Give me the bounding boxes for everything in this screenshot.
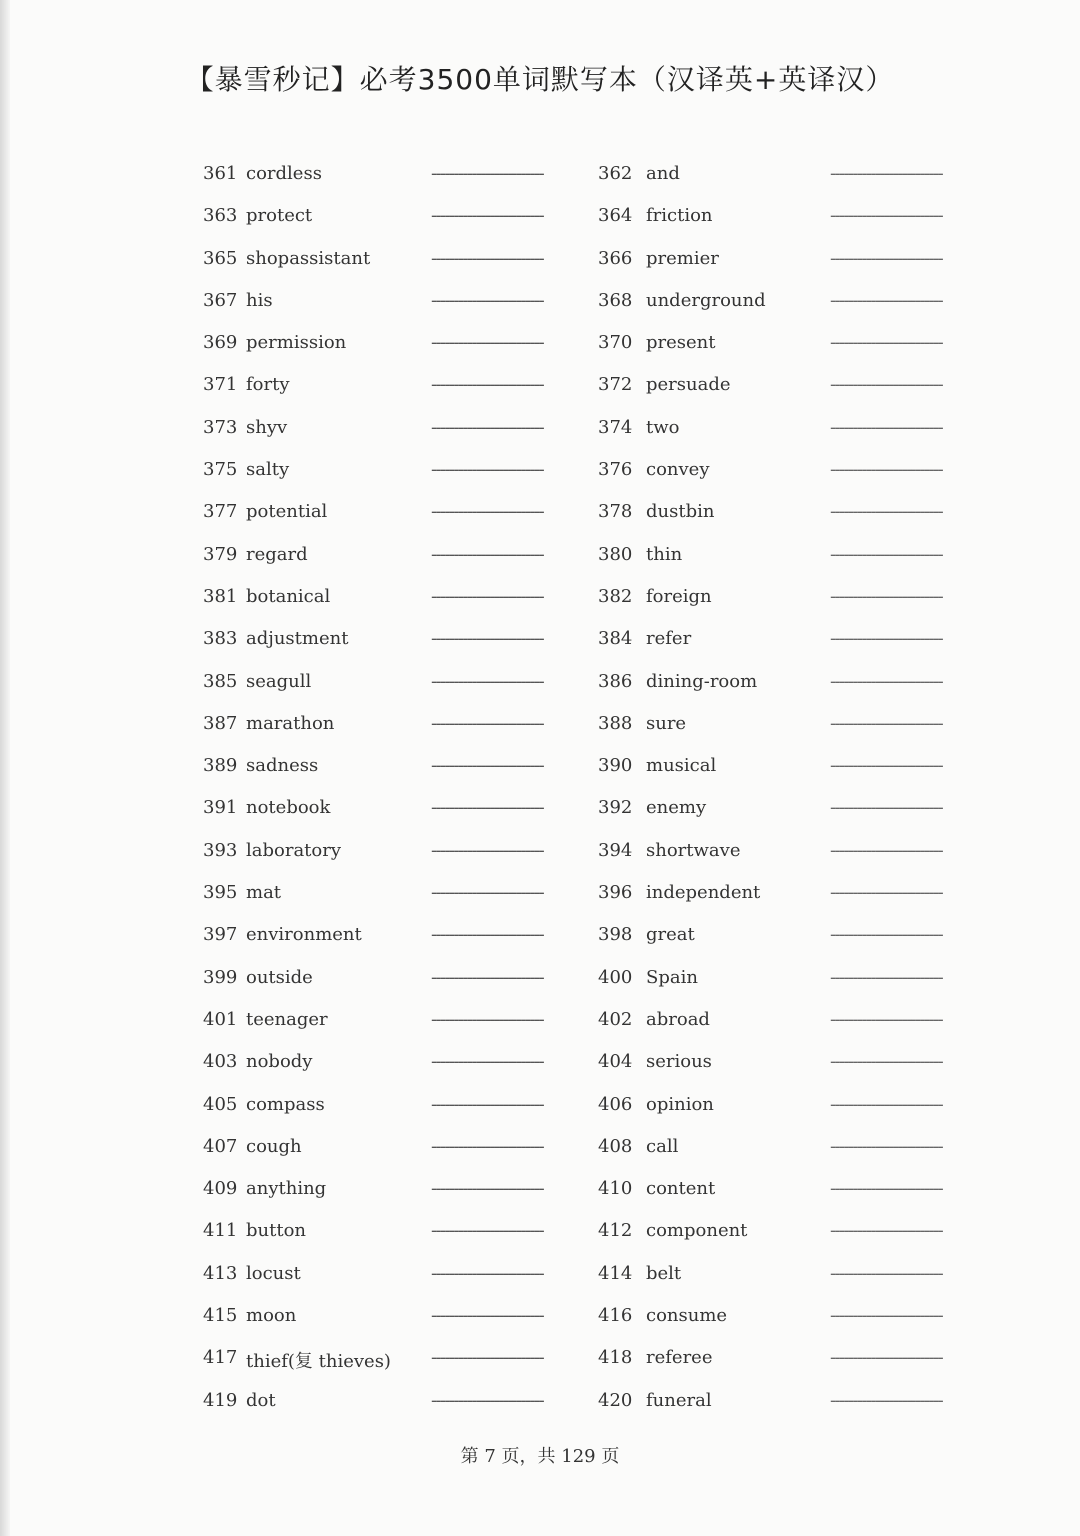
answer-blank: ------------------------- xyxy=(830,839,943,861)
entry-number: 388 xyxy=(598,712,633,734)
answer-blank: ------------------------- xyxy=(830,628,943,650)
entry-word: opinion xyxy=(646,1093,714,1115)
entry-number: 389 xyxy=(203,755,238,777)
entry-number: 416 xyxy=(598,1305,633,1327)
entry-word: and xyxy=(646,163,680,184)
answer-blank: ------------------------- xyxy=(830,459,943,481)
answer-blank: ------------------------- xyxy=(431,1262,544,1284)
entry-number: 403 xyxy=(203,1051,238,1073)
page-footer: 第 7 页，共 129 页 xyxy=(460,1446,620,1467)
answer-blank: ------------------------- xyxy=(830,797,943,819)
answer-blank: ------------------------- xyxy=(431,797,544,819)
entry-word: laboratory xyxy=(246,839,342,861)
entry-word: shyv xyxy=(246,416,288,438)
entry-number: 363 xyxy=(203,205,238,227)
answer-blank: ------------------------- xyxy=(431,1389,544,1411)
word-row xyxy=(0,366,1080,408)
entry-number: 412 xyxy=(598,1220,633,1242)
entry-word: protect xyxy=(246,205,313,227)
entry-word: enemy xyxy=(646,797,707,819)
entry-word: his xyxy=(246,289,273,311)
entry-number: 369 xyxy=(203,332,238,354)
answer-blank: ------------------------- xyxy=(431,163,544,184)
entry-word: environment xyxy=(246,924,362,946)
word-row xyxy=(0,1128,1080,1170)
entry-word: call xyxy=(646,1135,679,1157)
word-row xyxy=(0,959,1080,1001)
word-row xyxy=(0,747,1080,789)
word-row xyxy=(0,1255,1080,1297)
answer-blank: ------------------------- xyxy=(830,1135,943,1157)
entry-number: 394 xyxy=(598,839,633,861)
word-row xyxy=(0,578,1080,620)
word-row xyxy=(0,493,1080,535)
entry-word: potential xyxy=(246,501,328,523)
answer-blank: ------------------------- xyxy=(830,1262,943,1284)
word-row xyxy=(0,1212,1080,1254)
entry-number: 375 xyxy=(203,459,238,481)
word-row xyxy=(0,197,1080,239)
entry-word: teenager xyxy=(246,1008,328,1030)
word-row xyxy=(0,409,1080,451)
word-row xyxy=(0,916,1080,958)
answer-blank: ------------------------- xyxy=(431,332,544,354)
entry-number: 361 xyxy=(203,163,238,184)
entry-number: 397 xyxy=(203,924,238,946)
entry-word: convey xyxy=(646,459,710,481)
entry-number: 364 xyxy=(598,205,633,227)
entry-number: 414 xyxy=(598,1262,633,1284)
entry-number: 374 xyxy=(598,416,633,438)
entry-number: 366 xyxy=(598,247,633,269)
entry-word: musical xyxy=(646,755,717,777)
entry-word: dot xyxy=(246,1389,276,1411)
entry-number: 380 xyxy=(598,543,633,565)
entry-word: locust xyxy=(246,1262,301,1284)
answer-blank: ------------------------- xyxy=(830,416,943,438)
entry-number: 377 xyxy=(203,501,238,523)
entry-number: 390 xyxy=(598,755,633,777)
answer-blank: ------------------------- xyxy=(431,1220,544,1242)
answer-blank: ------------------------- xyxy=(830,1220,943,1242)
entry-number: 367 xyxy=(203,289,238,311)
entry-word: thin xyxy=(646,543,683,565)
word-row xyxy=(0,705,1080,747)
answer-blank: ------------------------- xyxy=(431,374,544,396)
entry-number: 395 xyxy=(203,882,238,904)
entry-word: notebook xyxy=(246,797,331,819)
entry-word: regard xyxy=(246,543,308,565)
entry-word: nobody xyxy=(246,1051,313,1073)
word-row xyxy=(0,1297,1080,1339)
entry-number: 417 xyxy=(203,1347,238,1369)
entry-word: shopassistant xyxy=(246,247,371,269)
entry-word: belt xyxy=(646,1262,682,1284)
entry-number: 406 xyxy=(598,1093,633,1115)
entry-word: funeral xyxy=(646,1389,712,1411)
answer-blank: ------------------------- xyxy=(830,1093,943,1115)
entry-word: salty xyxy=(246,459,290,481)
answer-blank: ------------------------- xyxy=(431,1093,544,1115)
entry-word: cough xyxy=(246,1135,302,1157)
word-row xyxy=(0,663,1080,705)
answer-blank: ------------------------- xyxy=(830,966,943,988)
answer-blank: ------------------------- xyxy=(830,670,943,692)
entry-number: 404 xyxy=(598,1051,633,1073)
word-row xyxy=(0,451,1080,493)
entry-word: dining-room xyxy=(646,670,758,692)
entry-number: 370 xyxy=(598,332,633,354)
entry-number: 376 xyxy=(598,459,633,481)
answer-blank: ------------------------- xyxy=(830,332,943,354)
entry-number: 373 xyxy=(203,416,238,438)
entry-word: adjustment xyxy=(246,628,349,650)
entry-word: shortwave xyxy=(646,839,741,861)
entry-word: abroad xyxy=(646,1008,710,1030)
answer-blank: ------------------------- xyxy=(431,924,544,946)
answer-blank: ------------------------- xyxy=(830,1389,943,1411)
entry-number: 382 xyxy=(598,585,633,607)
word-row xyxy=(0,1086,1080,1128)
entry-word: Spain xyxy=(646,966,698,988)
entry-number: 401 xyxy=(203,1008,238,1030)
word-row xyxy=(0,789,1080,831)
entry-number: 419 xyxy=(203,1389,238,1411)
word-row xyxy=(0,1043,1080,1085)
answer-blank: ------------------------- xyxy=(830,543,943,565)
answer-blank: ------------------------- xyxy=(431,755,544,777)
entry-word: consume xyxy=(646,1305,728,1327)
entry-number: 413 xyxy=(203,1262,238,1284)
answer-blank: ------------------------- xyxy=(431,882,544,904)
answer-blank: ------------------------- xyxy=(830,1178,943,1200)
entry-number: 384 xyxy=(598,628,633,650)
entry-number: 409 xyxy=(203,1178,238,1200)
word-row xyxy=(0,1382,1080,1424)
answer-blank: ------------------------- xyxy=(431,1347,544,1369)
entry-word: component xyxy=(646,1220,748,1242)
answer-blank: ------------------------- xyxy=(830,1051,943,1073)
entry-number: 372 xyxy=(598,374,633,396)
entry-word: moon xyxy=(246,1305,297,1327)
entry-word: anything xyxy=(246,1178,327,1200)
entry-number: 393 xyxy=(203,839,238,861)
entry-word: independent xyxy=(646,882,761,904)
word-row xyxy=(0,832,1080,874)
entry-number: 415 xyxy=(203,1305,238,1327)
answer-blank: ------------------------- xyxy=(431,966,544,988)
word-list xyxy=(0,155,1080,1424)
answer-blank: ------------------------- xyxy=(830,374,943,396)
entry-word: seagull xyxy=(246,670,312,692)
entry-word: refer xyxy=(646,628,692,650)
entry-word: sadness xyxy=(246,755,319,777)
entry-word: permission xyxy=(246,332,347,354)
answer-blank: ------------------------- xyxy=(431,1305,544,1327)
entry-number: 396 xyxy=(598,882,633,904)
entry-word: thief(复 thieves) xyxy=(246,1351,391,1373)
entry-word: underground xyxy=(646,289,766,311)
entry-number: 381 xyxy=(203,585,238,607)
entry-word: marathon xyxy=(246,712,335,734)
answer-blank: ------------------------- xyxy=(830,1347,943,1369)
entry-word: premier xyxy=(646,247,719,269)
answer-blank: ------------------------- xyxy=(431,289,544,311)
word-row xyxy=(0,155,1080,197)
answer-blank: ------------------------- xyxy=(830,755,943,777)
answer-blank: ------------------------- xyxy=(830,585,943,607)
word-row xyxy=(0,536,1080,578)
entry-word: compass xyxy=(246,1093,325,1115)
entry-word: forty xyxy=(246,374,290,396)
answer-blank: ------------------------- xyxy=(431,501,544,523)
entry-word: friction xyxy=(646,205,713,227)
entry-number: 402 xyxy=(598,1008,633,1030)
answer-blank: ------------------------- xyxy=(830,1305,943,1327)
answer-blank: ------------------------- xyxy=(830,163,943,184)
entry-number: 385 xyxy=(203,670,238,692)
answer-blank: ------------------------- xyxy=(431,1178,544,1200)
entry-word: button xyxy=(246,1220,307,1242)
entry-number: 371 xyxy=(203,374,238,396)
entry-number: 362 xyxy=(598,163,633,184)
entry-number: 418 xyxy=(598,1347,633,1369)
word-row xyxy=(0,324,1080,366)
entry-word: botanical xyxy=(246,585,331,607)
answer-blank: ------------------------- xyxy=(431,543,544,565)
answer-blank: ------------------------- xyxy=(830,1008,943,1030)
answer-blank: ------------------------- xyxy=(431,839,544,861)
entry-word: present xyxy=(646,332,716,354)
answer-blank: ------------------------- xyxy=(431,670,544,692)
word-row xyxy=(0,1001,1080,1043)
entry-number: 378 xyxy=(598,501,633,523)
word-row xyxy=(0,1339,1080,1381)
entry-number: 420 xyxy=(598,1389,633,1411)
answer-blank: ------------------------- xyxy=(830,712,943,734)
answer-blank: ------------------------- xyxy=(431,459,544,481)
answer-blank: ------------------------- xyxy=(431,205,544,227)
word-row xyxy=(0,874,1080,916)
entry-number: 368 xyxy=(598,289,633,311)
word-row xyxy=(0,620,1080,662)
answer-blank: ------------------------- xyxy=(431,416,544,438)
answer-blank: ------------------------- xyxy=(830,924,943,946)
entry-word: dustbin xyxy=(646,501,715,523)
word-row xyxy=(0,1170,1080,1212)
entry-number: 391 xyxy=(203,797,238,819)
entry-word: two xyxy=(646,416,680,438)
entry-word: great xyxy=(646,924,695,946)
entry-word: referee xyxy=(646,1347,713,1369)
entry-number: 408 xyxy=(598,1135,633,1157)
entry-number: 400 xyxy=(598,966,633,988)
entry-word: foreign xyxy=(646,585,712,607)
entry-number: 392 xyxy=(598,797,633,819)
entry-word: sure xyxy=(646,712,687,734)
entry-number: 411 xyxy=(203,1220,238,1242)
answer-blank: ------------------------- xyxy=(830,289,943,311)
entry-word: content xyxy=(646,1178,716,1200)
entry-number: 379 xyxy=(203,543,238,565)
entry-word: serious xyxy=(646,1051,712,1073)
answer-blank: ------------------------- xyxy=(431,628,544,650)
entry-number: 398 xyxy=(598,924,633,946)
entry-number: 399 xyxy=(203,966,238,988)
page-title: 【暴雪秒记】必考3500单词默写本（汉译英+英译汉） xyxy=(185,63,895,96)
word-row xyxy=(0,282,1080,324)
answer-blank: ------------------------- xyxy=(431,585,544,607)
word-row xyxy=(0,240,1080,282)
entry-word: mat xyxy=(246,882,282,904)
answer-blank: ------------------------- xyxy=(830,501,943,523)
answer-blank: ------------------------- xyxy=(431,1051,544,1073)
entry-number: 365 xyxy=(203,247,238,269)
entry-number: 386 xyxy=(598,670,633,692)
answer-blank: ------------------------- xyxy=(431,247,544,269)
entry-number: 405 xyxy=(203,1093,238,1115)
entry-word: persuade xyxy=(646,374,731,396)
answer-blank: ------------------------- xyxy=(431,1135,544,1157)
entry-number: 383 xyxy=(203,628,238,650)
answer-blank: ------------------------- xyxy=(830,205,943,227)
answer-blank: ------------------------- xyxy=(830,247,943,269)
entry-word: cordless xyxy=(246,163,322,184)
entry-word: outside xyxy=(246,966,313,988)
entry-number: 387 xyxy=(203,712,238,734)
answer-blank: ------------------------- xyxy=(830,882,943,904)
answer-blank: ------------------------- xyxy=(431,712,544,734)
entry-number: 410 xyxy=(598,1178,633,1200)
answer-blank: ------------------------- xyxy=(431,1008,544,1030)
entry-number: 407 xyxy=(203,1135,238,1157)
